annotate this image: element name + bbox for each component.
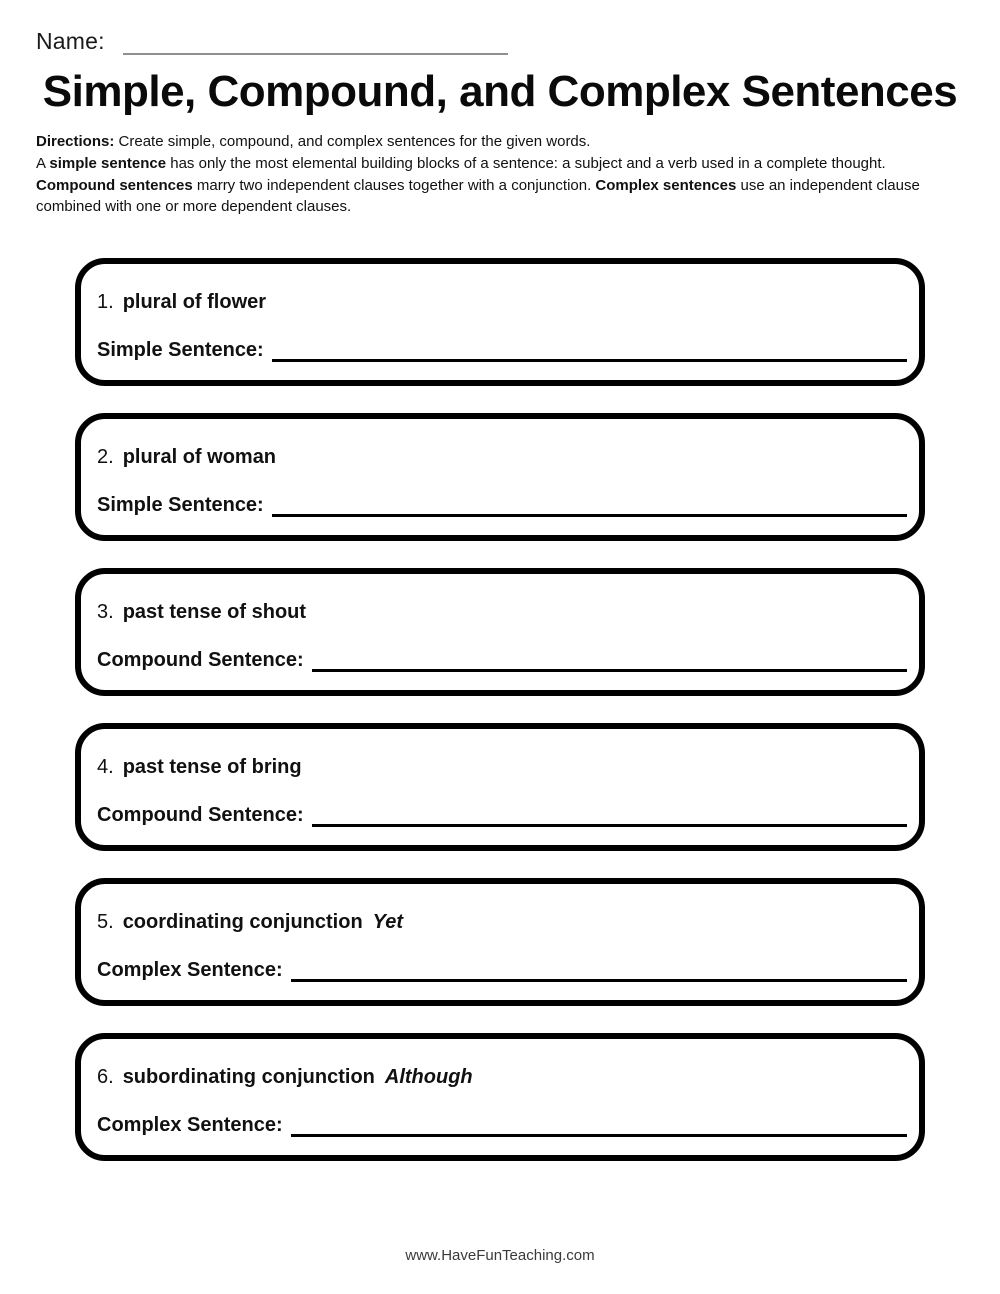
sentence-row	[97, 648, 907, 672]
question-prompt-line	[97, 290, 907, 314]
name-row	[0, 0, 1000, 55]
sentence-type-label: Simple Sentence:	[97, 339, 264, 361]
answer-line-2[interactable]	[272, 495, 907, 517]
question-box-4	[75, 723, 925, 851]
directions-segment: use an independent clause combined with one or more dependent clauses.	[36, 176, 920, 216]
question-number: 4.	[97, 756, 114, 778]
sentence-type-label: Compound Sentence:	[97, 804, 304, 826]
question-prompt-line	[97, 600, 907, 624]
footer-url: www.HaveFunTeaching.com	[405, 1247, 595, 1264]
question-number: 3.	[97, 601, 114, 623]
question-prompt-line	[97, 1065, 907, 1089]
question-prompt-line	[97, 910, 907, 934]
question-boxes	[0, 258, 1000, 1161]
directions-intro-text: Create simple, compound, and complex sentences for the given words.	[118, 133, 591, 150]
directions-segment-bold: simple sentence	[49, 154, 167, 172]
sentence-row	[97, 1113, 907, 1137]
name-input-line[interactable]	[123, 31, 508, 55]
sentence-type-label: Complex Sentence:	[97, 1114, 283, 1136]
question-prompt-line	[97, 755, 907, 779]
answer-line-5[interactable]	[291, 960, 907, 982]
question-box-5	[75, 878, 925, 1006]
directions-label: Directions:	[36, 133, 115, 150]
answer-line-3[interactable]	[312, 650, 907, 672]
directions-segment: marry two independent clauses together with a conjunction.	[192, 176, 596, 194]
sentence-row	[97, 493, 907, 517]
directions-segment: A	[36, 154, 50, 172]
question-box-1	[75, 258, 925, 386]
question-keyword: Yet	[372, 911, 404, 933]
question-number: 2.	[97, 446, 114, 468]
question-number: 1.	[97, 291, 114, 313]
question-prompt: subordinating conjunction	[122, 1066, 375, 1088]
answer-line-4[interactable]	[312, 805, 907, 827]
directions-segment-bold: Compound sentences	[36, 176, 193, 194]
directions-segment-bold: Complex sentences	[595, 176, 737, 194]
question-box-2	[75, 413, 925, 541]
question-prompt: past tense of bring	[122, 756, 302, 778]
question-prompt: coordinating conjunction	[122, 911, 363, 933]
question-number: 6.	[97, 1066, 114, 1088]
question-prompt: plural of woman	[122, 446, 277, 468]
sentence-row	[97, 958, 907, 982]
directions-body	[36, 153, 962, 218]
sentence-row	[97, 803, 907, 827]
question-prompt-line	[97, 445, 907, 469]
sentence-type-label: Simple Sentence:	[97, 494, 264, 516]
question-prompt: past tense of shout	[122, 601, 307, 623]
directions-intro	[36, 131, 962, 153]
answer-line-1[interactable]	[272, 340, 907, 362]
directions	[36, 131, 962, 218]
sentence-type-label: Complex Sentence:	[97, 959, 283, 981]
question-prompt: plural of flower	[122, 291, 267, 313]
name-label: Name:	[36, 28, 105, 54]
answer-line-6[interactable]	[291, 1115, 907, 1137]
question-keyword: Although	[384, 1066, 473, 1088]
question-box-3	[75, 568, 925, 696]
directions-segment: has only the most elemental building blocks of a sentence: a subject and a verb used in a complete thought.	[166, 154, 886, 172]
question-number: 5.	[97, 911, 114, 933]
question-box-6	[75, 1033, 925, 1161]
page-title: Simple, Compound, and Complex Sentences	[42, 67, 958, 116]
sentence-row	[97, 338, 907, 362]
sentence-type-label: Compound Sentence:	[97, 649, 304, 671]
